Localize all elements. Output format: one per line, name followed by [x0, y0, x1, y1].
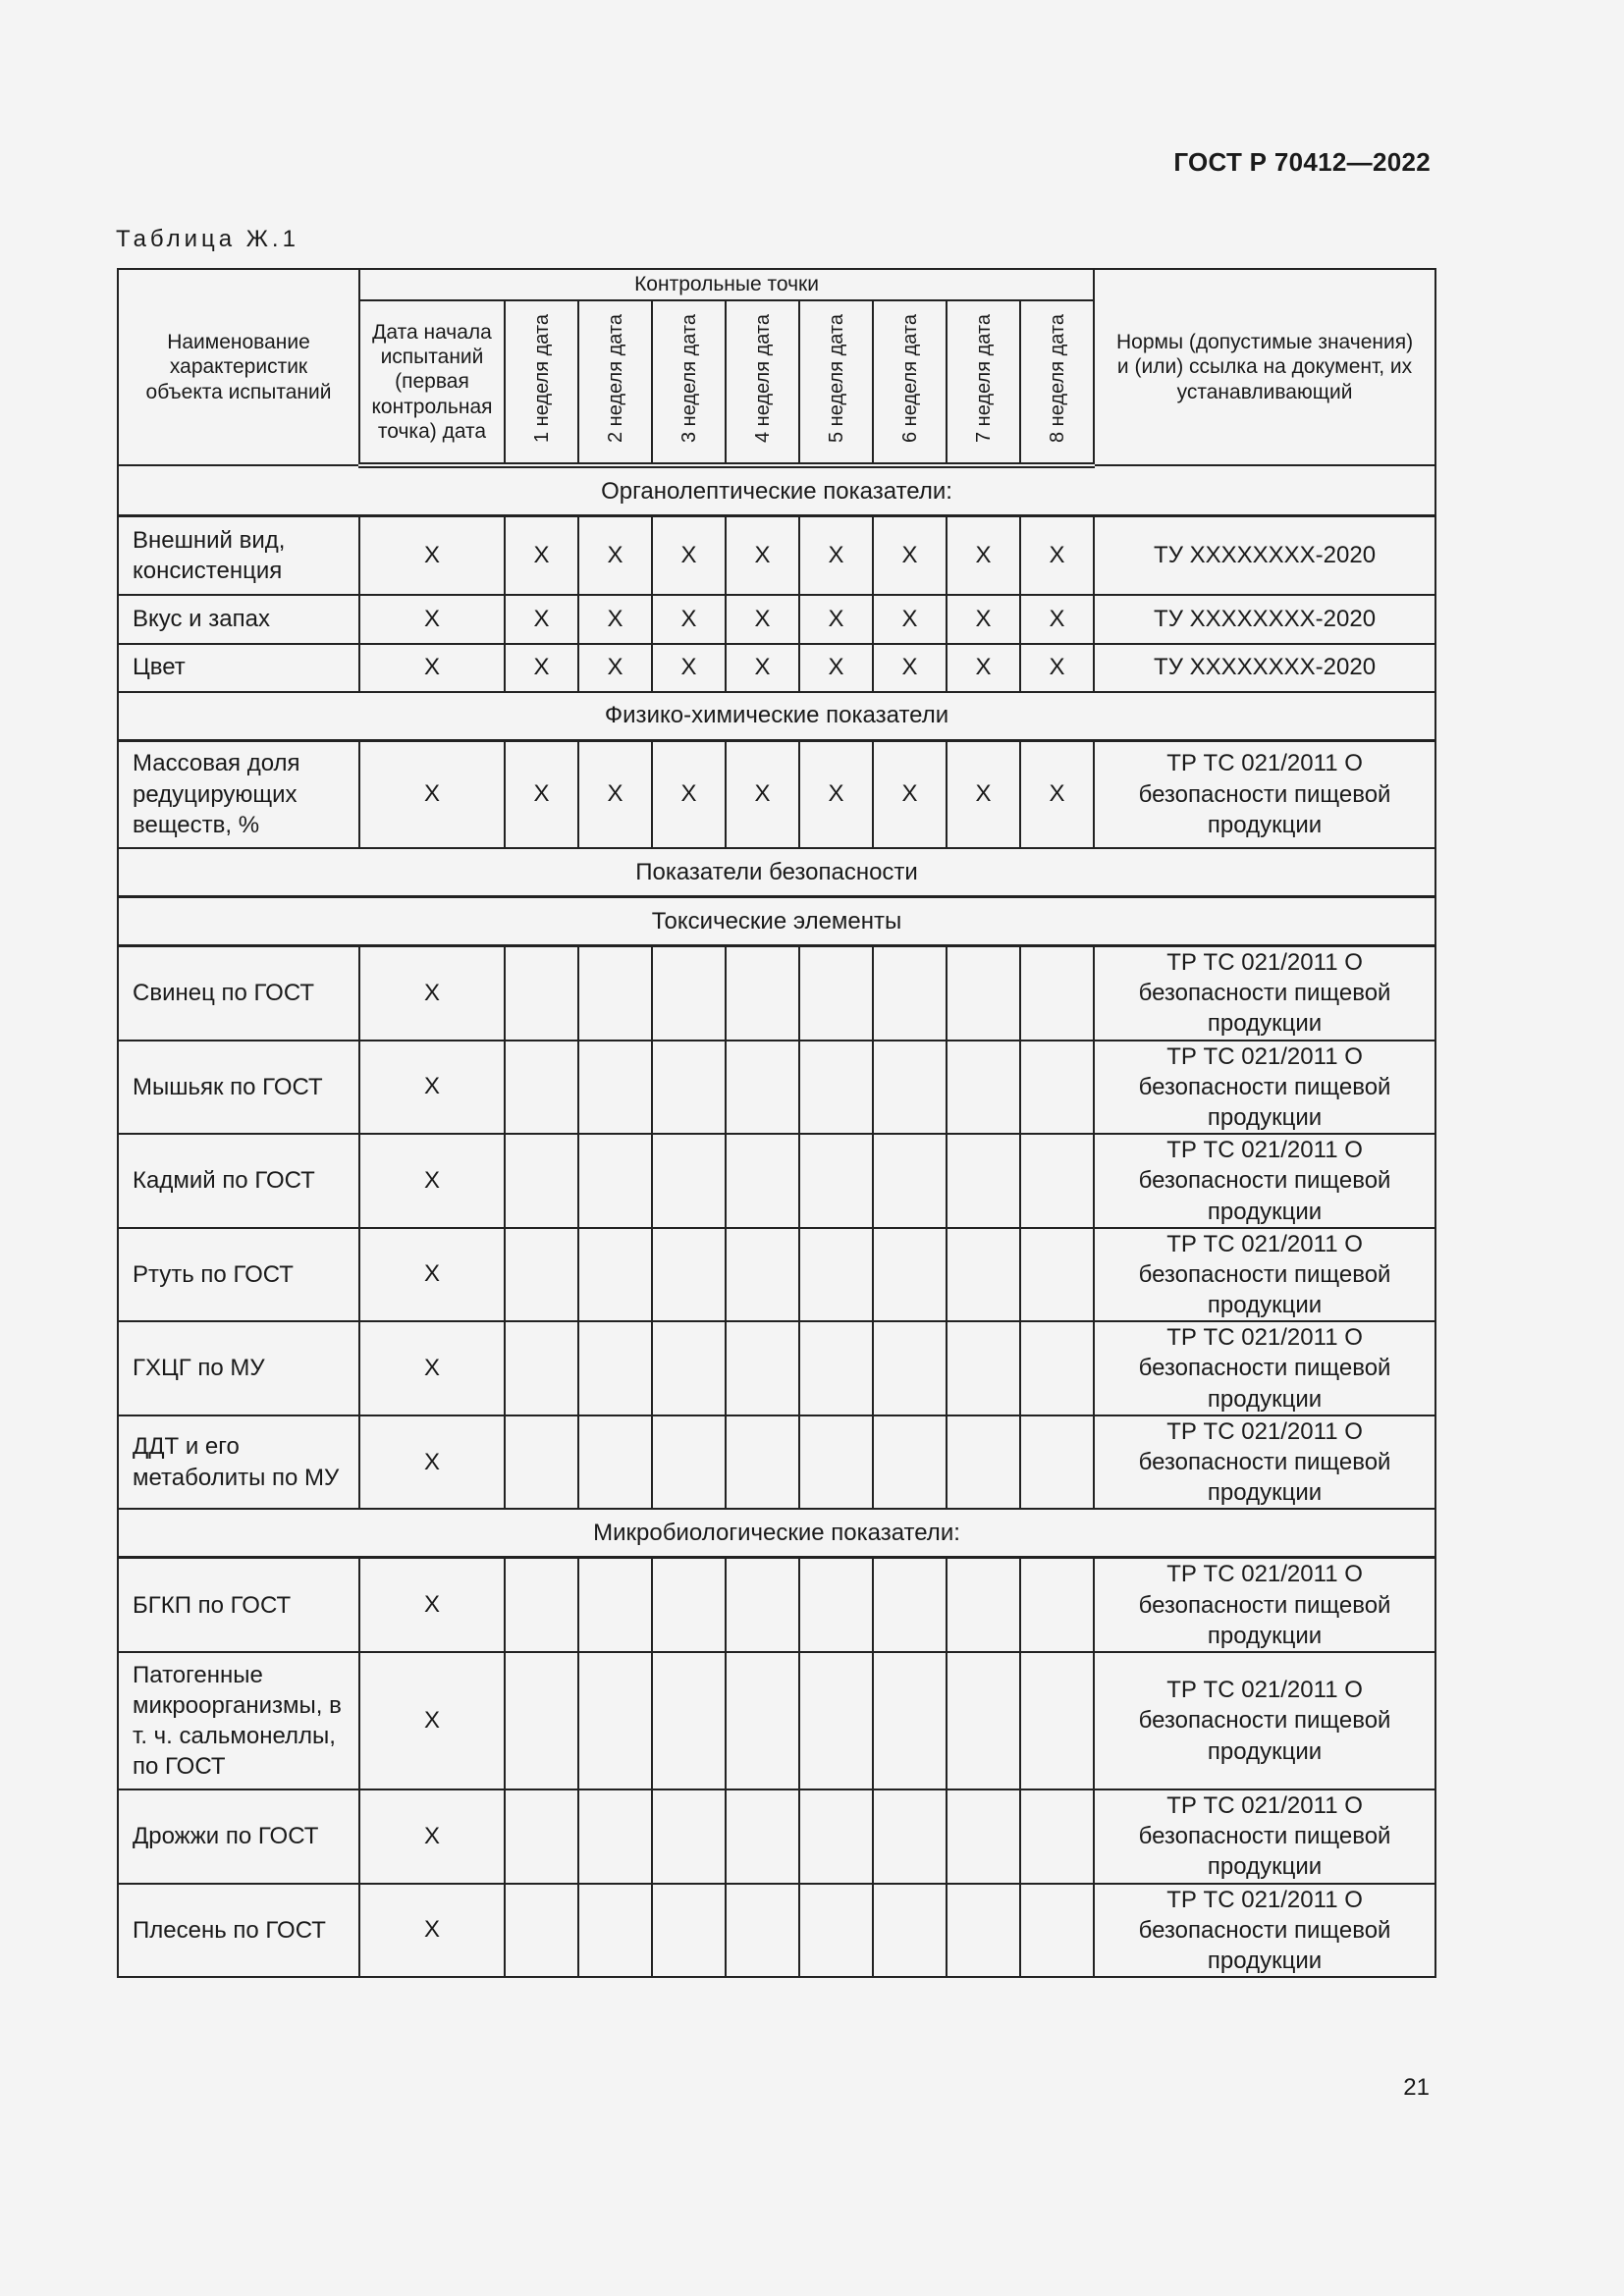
table-row: [118, 1321, 1435, 1415]
week-mark: X: [505, 740, 578, 848]
row-name: Кадмий по ГОСТ: [118, 1134, 359, 1228]
week-mark: X: [726, 644, 799, 692]
week-5-label: 5 неделя дата: [825, 314, 847, 444]
row-name: Дрожжи по ГОСТ: [118, 1789, 359, 1884]
row-norm: ТР ТС 021/2011 О безопасности пищевой продукции: [1094, 1884, 1435, 1978]
section-micro: Микробиологические показатели:: [118, 1509, 1435, 1558]
table-row: [118, 1134, 1435, 1228]
week-mark: X: [726, 516, 799, 595]
start-mark: X: [359, 1134, 505, 1228]
header-week-1: [505, 300, 578, 465]
table-row: [118, 644, 1435, 692]
table-row: [118, 516, 1435, 595]
row-norm: ТР ТС 021/2011 О безопасности пищевой продукции: [1094, 1415, 1435, 1510]
table-row: [118, 1789, 1435, 1884]
row-norm: ТР ТС 021/2011 О безопасности пищевой продукции: [1094, 1321, 1435, 1415]
section-row: [118, 848, 1435, 897]
header-week-3: [652, 300, 726, 465]
row-norm: ТР ТС 021/2011 О безопасности пищевой продукции: [1094, 1789, 1435, 1884]
header-norms: Нормы (допустимые значения) и (или) ссылка на документ, их устанавливающий: [1094, 269, 1435, 465]
table-row: [118, 595, 1435, 644]
row-name: Цвет: [118, 644, 359, 692]
start-mark: X: [359, 1884, 505, 1978]
week-8-label: 8 неделя дата: [1046, 314, 1068, 444]
week-mark: X: [799, 595, 873, 644]
section-row: [118, 1509, 1435, 1558]
row-name: ДДТ и его метаболиты по МУ: [118, 1415, 359, 1510]
week-mark: X: [1020, 595, 1094, 644]
row-name: Ртуть по ГОСТ: [118, 1228, 359, 1322]
header-week-6: [873, 300, 947, 465]
week-mark: X: [652, 516, 726, 595]
section-row: [118, 692, 1435, 741]
header-week-5: [799, 300, 873, 465]
table-row: [118, 740, 1435, 848]
week-mark: X: [799, 740, 873, 848]
row-name: Патогенные микроорганизмы, в т. ч. сальмонеллы, по ГОСТ: [118, 1652, 359, 1789]
week-mark: X: [947, 644, 1020, 692]
start-mark: X: [359, 644, 505, 692]
section-row: [118, 465, 1435, 516]
week-mark: X: [726, 595, 799, 644]
week-mark: X: [947, 740, 1020, 848]
row-name: Вкус и запах: [118, 595, 359, 644]
table-row: [118, 1415, 1435, 1510]
test-schedule-table: [117, 268, 1436, 1978]
week-mark: X: [799, 644, 873, 692]
table-row: [118, 1652, 1435, 1789]
week-mark: X: [578, 595, 652, 644]
week-3-label: 3 неделя дата: [677, 314, 700, 444]
row-name: БГКП по ГОСТ: [118, 1558, 359, 1652]
week-mark: X: [652, 740, 726, 848]
header-start-date: Дата начала испытаний (первая контрольная точка) дата: [359, 300, 505, 465]
row-norm: ТУ ХХХХХХХХ-2020: [1094, 595, 1435, 644]
week-mark: X: [799, 516, 873, 595]
week-2-label: 2 неделя дата: [604, 314, 626, 444]
week-mark: X: [505, 595, 578, 644]
week-mark: X: [1020, 644, 1094, 692]
start-mark: X: [359, 1321, 505, 1415]
start-mark: X: [359, 740, 505, 848]
section-safety: Показатели безопасности: [118, 848, 1435, 897]
week-mark: X: [578, 516, 652, 595]
week-mark: X: [873, 595, 947, 644]
row-name: Мышьяк по ГОСТ: [118, 1041, 359, 1135]
start-mark: X: [359, 1652, 505, 1789]
header-week-7: [947, 300, 1020, 465]
start-mark: X: [359, 595, 505, 644]
week-mark: X: [652, 595, 726, 644]
row-name: Внешний вид, консистенция: [118, 516, 359, 595]
week-mark: X: [652, 644, 726, 692]
row-norm: ТУ ХХХХХХХХ-2020: [1094, 516, 1435, 595]
row-name: Плесень по ГОСТ: [118, 1884, 359, 1978]
row-name: Массовая доля редуцирующих веществ, %: [118, 740, 359, 848]
row-name: Свинец по ГОСТ: [118, 946, 359, 1041]
header-week-2: [578, 300, 652, 465]
week-mark: X: [873, 644, 947, 692]
page-number: 21: [1403, 2074, 1430, 2101]
table-row: [118, 1228, 1435, 1322]
start-mark: X: [359, 1415, 505, 1510]
week-mark: X: [578, 740, 652, 848]
header-control-points: Контрольные точки: [359, 269, 1094, 300]
table-title: Таблица Ж.1: [116, 226, 299, 252]
week-7-label: 7 неделя дата: [972, 314, 995, 444]
start-mark: X: [359, 1789, 505, 1884]
start-mark: X: [359, 946, 505, 1041]
week-mark: X: [505, 516, 578, 595]
section-row: [118, 897, 1435, 946]
start-mark: X: [359, 1041, 505, 1135]
week-mark: X: [873, 516, 947, 595]
start-mark: X: [359, 1228, 505, 1322]
section-toxic: Токсические элементы: [118, 897, 1435, 946]
week-mark: X: [505, 644, 578, 692]
start-mark: X: [359, 516, 505, 595]
table-row: [118, 1884, 1435, 1978]
table-row: [118, 1558, 1435, 1652]
row-norm: ТР ТС 021/2011 О безопасности пищевой продукции: [1094, 1652, 1435, 1789]
week-4-label: 4 неделя дата: [751, 314, 774, 444]
row-norm: ТР ТС 021/2011 О безопасности пищевой продукции: [1094, 946, 1435, 1041]
week-mark: X: [1020, 740, 1094, 848]
week-1-label: 1 неделя дата: [530, 314, 553, 444]
start-mark: X: [359, 1558, 505, 1652]
row-norm: ТР ТС 021/2011 О безопасности пищевой продукции: [1094, 1041, 1435, 1135]
row-norm: ТР ТС 021/2011 О безопасности пищевой продукции: [1094, 1134, 1435, 1228]
week-mark: X: [873, 740, 947, 848]
table-row: [118, 946, 1435, 1041]
week-mark: X: [578, 644, 652, 692]
week-mark: X: [726, 740, 799, 848]
row-norm: ТР ТС 021/2011 О безопасности пищевой продукции: [1094, 1228, 1435, 1322]
header-week-8: [1020, 300, 1094, 465]
week-mark: X: [1020, 516, 1094, 595]
row-name: ГХЦГ по МУ: [118, 1321, 359, 1415]
week-6-label: 6 неделя дата: [898, 314, 921, 444]
row-norm: ТР ТС 021/2011 О безопасности пищевой продукции: [1094, 740, 1435, 848]
week-mark: X: [947, 516, 1020, 595]
section-physchem: Физико-химические показатели: [118, 692, 1435, 741]
header-week-4: [726, 300, 799, 465]
table-row: [118, 1041, 1435, 1135]
header-name: Наименование характеристик объекта испытаний: [118, 269, 359, 465]
row-norm: ТУ ХХХХХХХХ-2020: [1094, 644, 1435, 692]
document-code: ГОСТ Р 70412—2022: [1173, 147, 1431, 177]
section-organoleptic: Органолептические показатели:: [118, 465, 1435, 516]
week-mark: X: [947, 595, 1020, 644]
row-norm: ТР ТС 021/2011 О безопасности пищевой продукции: [1094, 1558, 1435, 1652]
